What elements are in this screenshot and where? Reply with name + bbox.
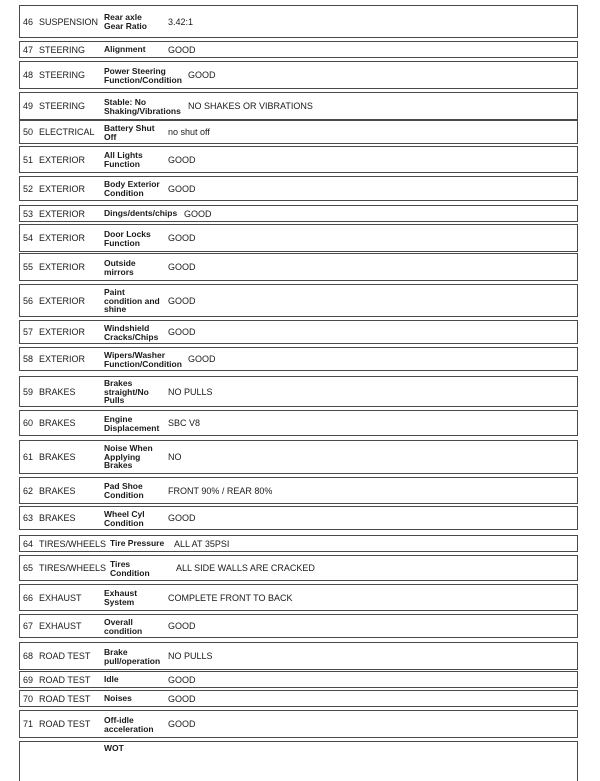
inspection-result: GOOD <box>168 327 196 337</box>
item-category: ELECTRICAL <box>39 127 95 137</box>
inspection-item: Noises <box>104 693 132 703</box>
item-number: 60 <box>23 418 34 428</box>
item-number: 67 <box>23 621 34 631</box>
item-category: EXHAUST <box>39 621 82 631</box>
inspection-result: GOOD <box>168 233 196 243</box>
item-category: STEERING <box>39 45 86 55</box>
inspection-item: Power Steering Function/Condition <box>104 66 182 85</box>
item-number: 56 <box>23 296 34 306</box>
table-row <box>19 614 578 638</box>
inspection-item: Battery Shut Off <box>104 123 155 142</box>
item-category: ROAD TEST <box>39 675 91 685</box>
item-number: 53 <box>23 209 34 219</box>
item-category: ROAD TEST <box>39 694 91 704</box>
item-number: 49 <box>23 101 34 111</box>
table-row <box>19 120 578 144</box>
inspection-item: Door Locks Function <box>104 229 151 248</box>
item-number: 57 <box>23 327 34 337</box>
inspection-item: Alignment <box>104 44 146 54</box>
item-number: 69 <box>23 675 34 685</box>
inspection-item: Engine Displacement <box>104 414 160 433</box>
table-row <box>19 642 578 670</box>
table-row <box>19 41 578 58</box>
table-row <box>19 176 578 201</box>
inspection-item: Stable: No Shaking/Vibrations <box>104 97 181 116</box>
item-category: STEERING <box>39 101 86 111</box>
table-row <box>19 146 578 173</box>
item-category: ROAD TEST <box>39 651 91 661</box>
item-number: 51 <box>23 155 34 165</box>
inspection-item: Wipers/Washer Function/Condition <box>104 350 182 369</box>
item-number: 55 <box>23 262 34 272</box>
item-number: 46 <box>23 17 34 27</box>
inspection-result: ALL SIDE WALLS ARE CRACKED <box>176 563 315 573</box>
inspection-result: NO PULLS <box>168 651 213 661</box>
inspection-item: Body Exterior Condition <box>104 179 160 198</box>
item-number: 59 <box>23 387 34 397</box>
table-row <box>19 92 578 120</box>
item-number: 52 <box>23 184 34 194</box>
inspection-item: Tire Pressure <box>110 538 165 548</box>
item-category: EXHAUST <box>39 593 82 603</box>
inspection-result: no shut off <box>168 127 210 137</box>
table-row <box>19 61 578 89</box>
inspection-result: 3.42:1 <box>168 17 194 27</box>
inspection-item: Brake pull/operation <box>104 647 161 666</box>
inspection-item: Tires Condition <box>110 559 150 578</box>
inspection-result: GOOD <box>168 155 196 165</box>
table-row <box>19 477 578 504</box>
table-row <box>19 440 578 474</box>
inspection-result: GOOD <box>168 296 196 306</box>
item-category: BRAKES <box>39 513 76 523</box>
inspection-result: GOOD <box>168 694 196 704</box>
inspection-item: Exhaust System <box>104 588 138 607</box>
table-row <box>19 284 578 317</box>
item-category: BRAKES <box>39 452 76 462</box>
table-row <box>19 224 578 252</box>
inspection-item: All Lights Function <box>104 150 143 169</box>
item-category: TIRES/WHEELS <box>39 539 107 549</box>
item-category: EXTERIOR <box>39 327 86 337</box>
item-category: SUSPENSION <box>39 17 99 27</box>
item-number: 68 <box>23 651 34 661</box>
inspection-item: Noise When Applying Brakes <box>104 443 153 470</box>
item-number: 54 <box>23 233 34 243</box>
item-category: EXTERIOR <box>39 262 86 272</box>
inspection-result: GOOD <box>188 70 216 80</box>
item-category: BRAKES <box>39 387 76 397</box>
item-number: 66 <box>23 593 34 603</box>
inspection-result: GOOD <box>168 621 196 631</box>
table-row <box>19 671 578 688</box>
inspection-result: COMPLETE FRONT TO BACK <box>168 593 293 603</box>
item-category: EXTERIOR <box>39 155 86 165</box>
inspection-item: Pad Shoe Condition <box>104 481 144 500</box>
table-row <box>19 5 578 38</box>
table-row <box>19 535 578 552</box>
item-number: 63 <box>23 513 34 523</box>
inspection-result: FRONT 90% / REAR 80% <box>168 486 273 496</box>
inspection-item: Off-idle acceleration <box>104 715 154 734</box>
item-number: 71 <box>23 719 34 729</box>
item-number: 70 <box>23 694 34 704</box>
item-category: STEERING <box>39 70 86 80</box>
inspection-result: NO <box>168 452 182 462</box>
inspection-result: GOOD <box>168 719 196 729</box>
inspection-item: Idle <box>104 674 119 684</box>
item-category: EXTERIOR <box>39 296 86 306</box>
table-row <box>19 376 578 407</box>
table-row <box>19 253 578 281</box>
inspection-result: GOOD <box>168 184 196 194</box>
table-row <box>19 320 578 344</box>
table-row <box>19 710 578 738</box>
inspection-item: Paint condition and shine <box>104 287 160 314</box>
item-category: EXTERIOR <box>39 354 86 364</box>
inspection-result: NO PULLS <box>168 387 213 397</box>
inspection-result: GOOD <box>168 513 196 523</box>
item-number: 48 <box>23 70 34 80</box>
item-category: BRAKES <box>39 486 76 496</box>
item-category: BRAKES <box>39 418 76 428</box>
table-row <box>19 205 578 222</box>
inspection-item: Outside mirrors <box>104 258 136 277</box>
inspection-result: SBC V8 <box>168 418 201 428</box>
inspection-item: WOT <box>104 743 124 753</box>
table-row <box>19 555 578 581</box>
item-number: 50 <box>23 127 34 137</box>
item-number: 58 <box>23 354 34 364</box>
item-category: TIRES/WHEELS <box>39 563 107 573</box>
inspection-result: ALL AT 35PSI <box>174 539 230 549</box>
table-row <box>19 347 578 371</box>
inspection-result: GOOD <box>168 45 196 55</box>
table-row <box>19 410 578 436</box>
item-category: EXTERIOR <box>39 184 86 194</box>
item-category: ROAD TEST <box>39 719 91 729</box>
inspection-item: Windshield Cracks/Chips <box>104 323 159 342</box>
inspection-item: Brakes straight/No Pulls <box>104 378 149 405</box>
inspection-item: Overall condition <box>104 617 143 636</box>
table-row <box>19 506 578 530</box>
table-row <box>19 741 578 781</box>
item-category: EXTERIOR <box>39 209 86 219</box>
table-row <box>19 584 578 611</box>
inspection-result: GOOD <box>188 354 216 364</box>
inspection-result: NO SHAKES OR VIBRATIONS <box>188 101 313 111</box>
inspection-result: GOOD <box>168 675 196 685</box>
item-number: 62 <box>23 486 34 496</box>
inspection-result: GOOD <box>184 209 212 219</box>
inspection-item: Wheel Cyl Condition <box>104 509 145 528</box>
inspection-result: GOOD <box>168 262 196 272</box>
item-category: EXTERIOR <box>39 233 86 243</box>
item-number: 47 <box>23 45 34 55</box>
inspection-item: Rear axle Gear Ratio <box>104 12 147 31</box>
item-number: 61 <box>23 452 34 462</box>
inspection-item: Dings/dents/chips <box>104 208 178 218</box>
table-row <box>19 690 578 707</box>
item-number: 65 <box>23 563 34 573</box>
item-number: 64 <box>23 539 34 549</box>
